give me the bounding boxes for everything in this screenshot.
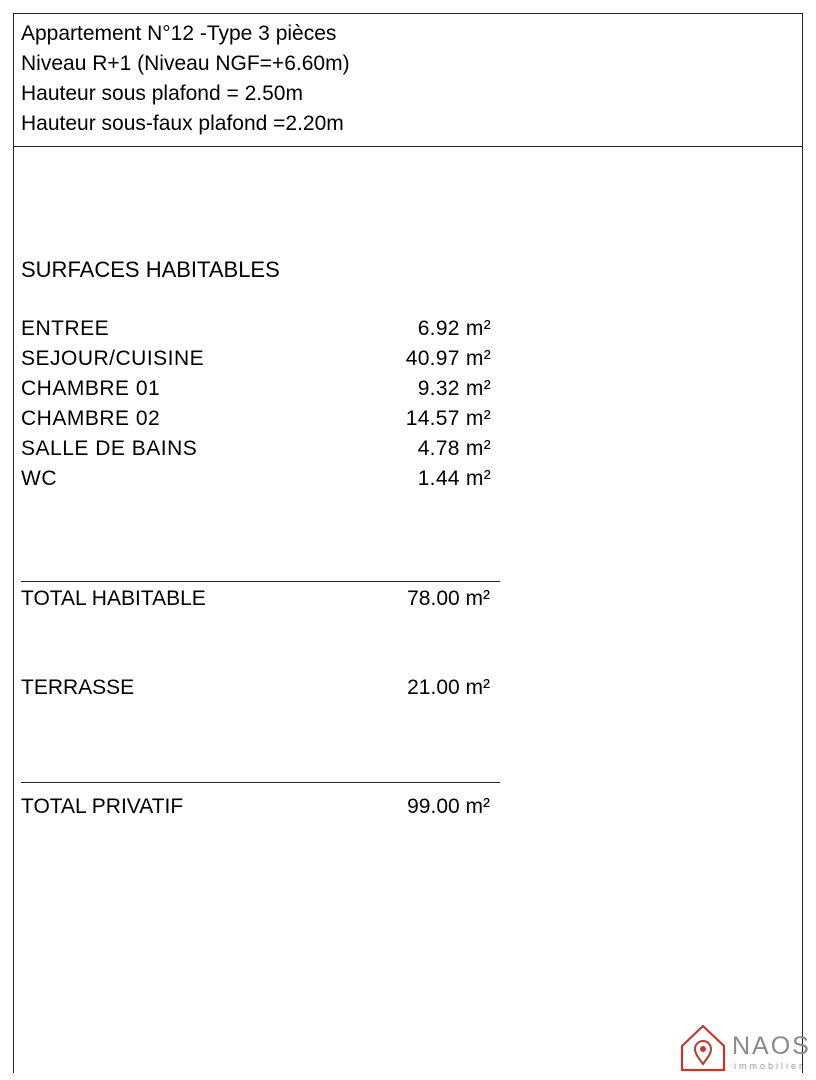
room-name: WC (21, 467, 57, 490)
room-name: SEJOUR/CUISINE (21, 347, 205, 370)
total-habitable-value: 78.00 m² (407, 587, 490, 610)
total-privatif-label: TOTAL PRIVATIF (21, 795, 184, 818)
total-privatif-row (21, 792, 500, 822)
divider (21, 581, 500, 582)
level-info: Niveau R+1 (Niveau NGF=+6.60m) (21, 52, 350, 75)
room-area: 40.97 m² (405, 347, 491, 370)
room-name: SALLE DE BAINS (21, 437, 198, 460)
logo-subtitle: immobilier (734, 1061, 806, 1071)
ceiling-height: Hauteur sous plafond = 2.50m (21, 82, 303, 105)
room-area: 4.78 m² (417, 437, 491, 460)
room-row (21, 344, 501, 374)
room-row (21, 374, 501, 404)
room-name: ENTREE (21, 317, 110, 340)
terrasse-label: TERRASSE (21, 676, 135, 699)
divider (21, 782, 500, 783)
naos-logo (678, 1020, 814, 1076)
room-area: 1.44 m² (417, 467, 491, 490)
logo-brand: NAOS (732, 1032, 811, 1060)
room-list (21, 314, 501, 494)
false-ceiling-height: Hauteur sous-faux plafond =2.20m (21, 112, 344, 135)
house-pin-icon (678, 1022, 728, 1074)
total-privatif-value: 99.00 m² (407, 795, 490, 818)
room-area: 9.32 m² (417, 377, 491, 400)
total-habitable-label: TOTAL HABITABLE (21, 587, 206, 610)
apartment-header (13, 13, 803, 147)
room-row (21, 464, 501, 494)
room-name: CHAMBRE 02 (21, 407, 161, 430)
section-title: SURFACES HABITABLES (21, 257, 280, 282)
apartment-title: Appartement N°12 -Type 3 pièces (21, 22, 337, 45)
room-area: 6.92 m² (417, 317, 491, 340)
document-frame (13, 13, 806, 1073)
room-row (21, 434, 501, 464)
room-row (21, 404, 501, 434)
total-habitable-row (21, 584, 500, 614)
room-row (21, 314, 501, 344)
room-area: 14.57 m² (405, 407, 491, 430)
terrasse-row (21, 673, 500, 703)
terrasse-value: 21.00 m² (407, 676, 490, 699)
room-name: CHAMBRE 01 (21, 377, 161, 400)
